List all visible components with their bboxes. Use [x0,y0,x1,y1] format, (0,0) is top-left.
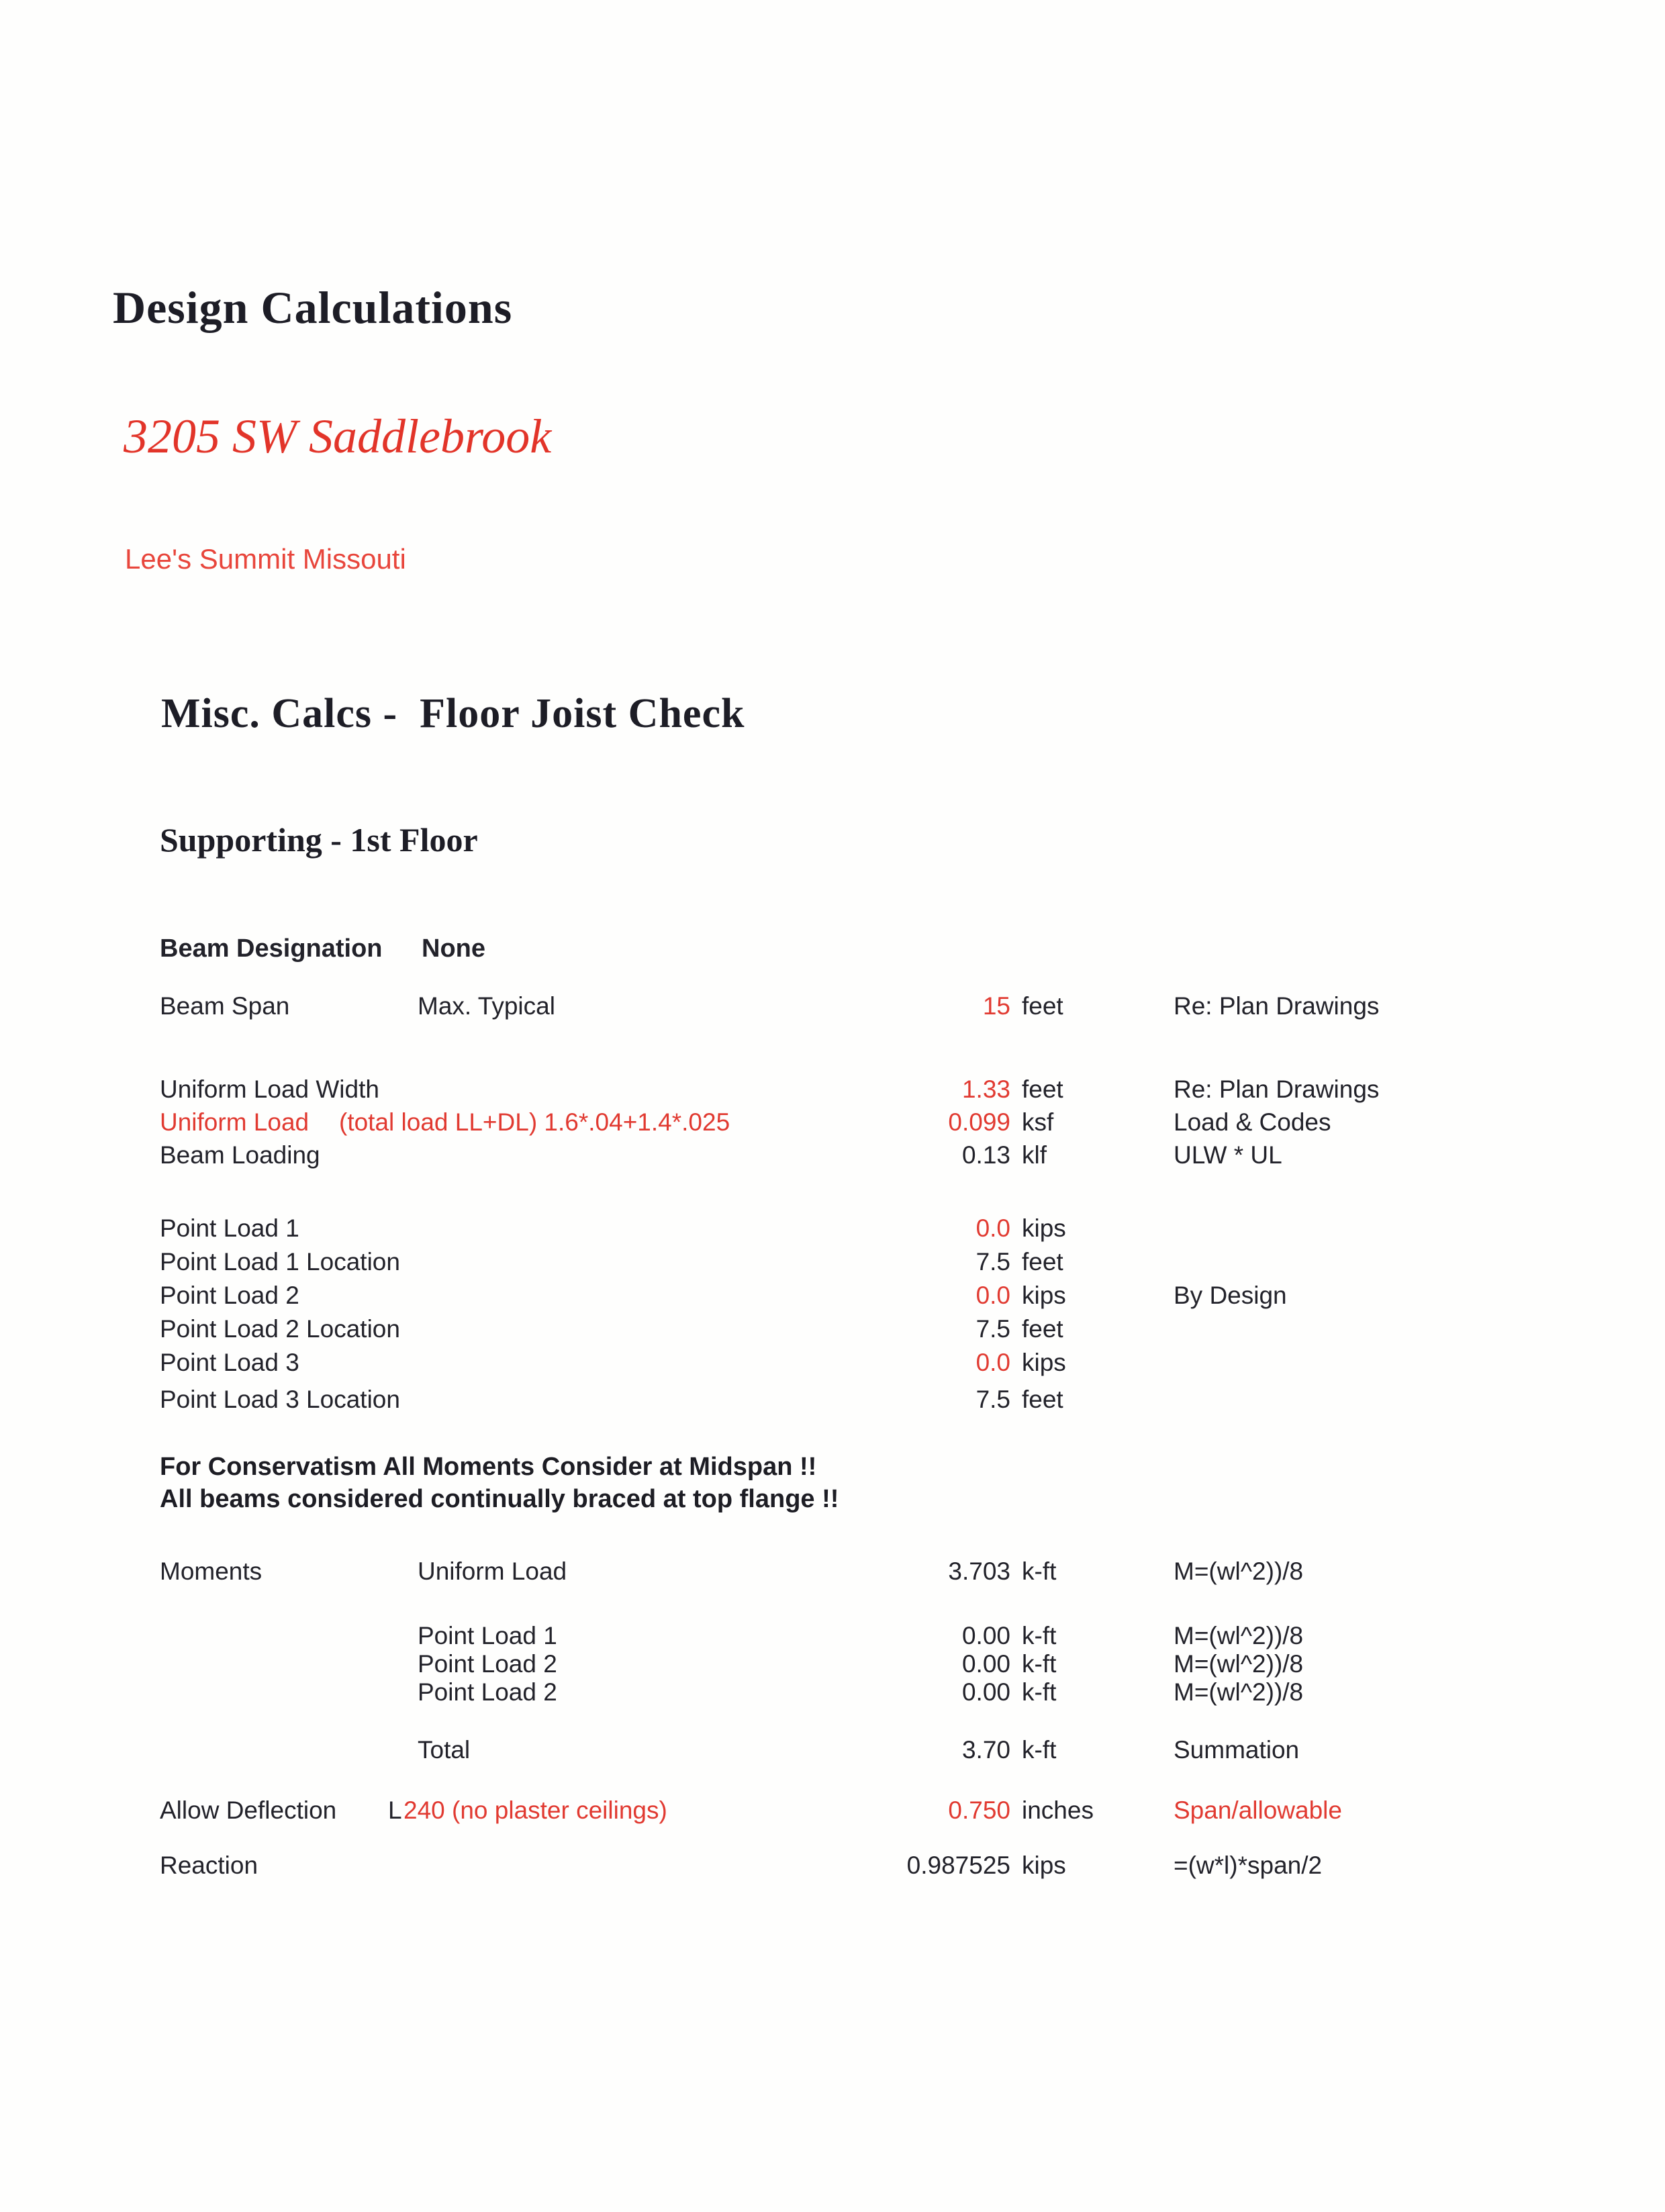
row-unit: k-ft [1022,1650,1057,1678]
row-value: 3.70 [961,1736,1010,1764]
row-label: Point Load 3 Location [160,1386,400,1413]
row-note: Summation [1174,1736,1300,1764]
row-value: 0.750 [948,1796,1010,1824]
row-label: Point Load 3 [160,1349,299,1376]
row-unit: k-ft [1022,1557,1057,1585]
table-row [0,1559,1665,1590]
document-title: Design Calculations [113,282,513,333]
row-unit: k-ft [1022,1736,1057,1764]
subsection-heading: Supporting - 1st Floor [160,821,478,859]
beam-designation-value: None [422,934,485,963]
row-note: M=(wl^2))/8 [1174,1622,1304,1649]
row-sublabel: Total [418,1736,471,1764]
row-value: 0.987525 [906,1852,1010,1879]
row-value: 7.5 [976,1315,1010,1343]
row-value: 0.099 [948,1108,1010,1136]
table-row [0,994,1665,1024]
project-city: Lee's Summit Missouti [125,543,406,575]
table-row [0,1316,1665,1347]
row-note: Load & Codes [1174,1108,1331,1136]
row-value: 0.00 [961,1622,1010,1649]
row-unit: kips [1022,1852,1066,1879]
row-note: M=(wl^2))/8 [1174,1557,1304,1585]
row-label: Uniform Load Width [160,1075,379,1103]
row-unit: feet [1022,1386,1063,1413]
row-note: Span/allowable [1174,1796,1342,1824]
row-unit: klf [1022,1141,1047,1169]
table-row [0,1623,1665,1654]
row-value: 1.33 [961,1075,1010,1103]
row-value: 7.5 [976,1248,1010,1276]
section-heading: Misc. Calcs - Floor Joist Check [161,691,745,736]
table-row [0,1387,1665,1418]
row-value: 0.13 [961,1141,1010,1169]
row-label: Beam Span [160,992,290,1020]
row-label: Uniform Load [160,1108,310,1136]
row-label: Point Load 2 Location [160,1315,400,1343]
table-row [0,1798,1665,1829]
row-label: Point Load 1 [160,1214,299,1242]
table-row [0,1143,1665,1173]
row-value: 0.0 [976,1349,1010,1376]
project-address: 3205 SW Saddlebrook [124,410,552,463]
row-note: Re: Plan Drawings [1174,992,1380,1020]
row-unit: ksf [1022,1108,1054,1136]
table-row [0,1110,1665,1141]
table-row [0,1853,1665,1884]
uniform-load-formula: (total load LL+DL) 1.6*.04+1.4*.025 [339,1108,730,1136]
conservatism-note-2: All beams considered continually braced at top flange !! [160,1485,839,1513]
table-row [0,1737,1665,1768]
row-unit: kips [1022,1214,1066,1242]
table-row [0,1216,1665,1247]
row-unit: k-ft [1022,1678,1057,1706]
row-sublabel: Point Load 2 [418,1650,557,1678]
row-sublabel: Uniform Load [418,1557,567,1585]
row-unit: kips [1022,1349,1066,1376]
row-unit: feet [1022,992,1063,1020]
row-unit: k-ft [1022,1622,1057,1649]
row-value: 7.5 [976,1386,1010,1413]
row-note: M=(wl^2))/8 [1174,1650,1304,1678]
row-value: 0.00 [961,1650,1010,1678]
table-row [0,1651,1665,1682]
table-row [0,1249,1665,1280]
row-unit: feet [1022,1315,1063,1343]
row-value: 0.00 [961,1678,1010,1706]
row-note: ULW * UL [1174,1141,1282,1169]
row-label: Moments [160,1557,263,1585]
row-unit: inches [1022,1796,1094,1824]
row-value: 0.0 [976,1214,1010,1242]
row-unit: feet [1022,1075,1063,1103]
row-value: 3.703 [948,1557,1010,1585]
row-note: Re: Plan Drawings [1174,1075,1380,1103]
row-sublabel: Point Load 1 [418,1622,557,1649]
beam-designation-row [0,936,1665,967]
row-label: Reaction [160,1852,258,1879]
row-note: By Design [1174,1282,1287,1309]
row-sublabel: 240 (no plaster ceilings) [403,1796,667,1824]
row-unit: feet [1022,1248,1063,1276]
table-row [0,1350,1665,1381]
deflection-prefix: L [388,1796,402,1824]
beam-designation-label: Beam Designation [160,934,383,963]
conservatism-note-1: For Conservatism All Moments Consider at Midspan !! [160,1453,817,1481]
table-row [0,1283,1665,1314]
row-label: Allow Deflection [160,1796,337,1824]
row-value: 15 [982,992,1010,1020]
row-label: Beam Loading [160,1141,320,1169]
row-sublabel: Max. Typical [418,992,555,1020]
row-label: Point Load 2 [160,1282,299,1309]
table-row [0,1680,1665,1711]
row-value: 0.0 [976,1282,1010,1309]
row-unit: kips [1022,1282,1066,1309]
table-row [0,1077,1665,1108]
row-note: =(w*l)*span/2 [1174,1852,1323,1879]
row-note: M=(wl^2))/8 [1174,1678,1304,1706]
row-label: Point Load 1 Location [160,1248,400,1276]
row-sublabel: Point Load 2 [418,1678,557,1706]
